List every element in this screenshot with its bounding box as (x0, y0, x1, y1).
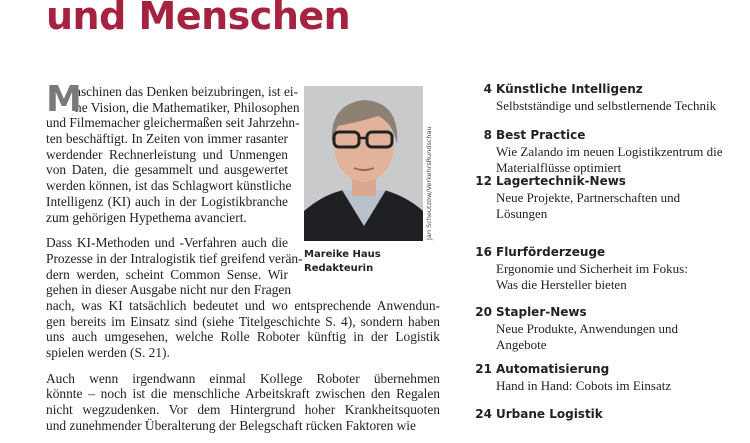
toc-page-number: 24 (475, 407, 492, 421)
toc-description (496, 378, 671, 394)
photo-credit: Jan Scheutzow/VerkehrsRundschau (425, 126, 433, 240)
text-line: Prozesse in der Intralogistik tief greifend verän- (46, 250, 303, 266)
text-line: von Daten, die gesammelt und ausgewertet (46, 162, 288, 178)
toc-description (496, 261, 688, 292)
text-line: könnte – noch ist die menschliche Arbeitskraft zwischen den Regalen (46, 386, 440, 402)
text-line: Dass KI-Methoden und -Verfahren auch die (46, 235, 288, 251)
toc-description-line: Was die Hersteller bieten (496, 276, 627, 292)
toc-description-line: Lösungen (496, 205, 548, 221)
author-photo (304, 86, 423, 241)
toc-description-line: Selbstständige und selbstlernende Technik (496, 98, 717, 113)
toc-title: Lagertechnik-News (496, 174, 626, 188)
text-line: nach, was KI tatsächlich bedeutet und wo entsprechende Anwendun- (46, 297, 440, 313)
toc-page-number: 12 (475, 174, 492, 188)
text-line: uns auch umgesehen, welche Rolle Roboter künftig in der Logistik (46, 329, 440, 345)
text-line: ne Vision, die Mathematiker, Philosophen (75, 99, 300, 115)
text-line: und zunehmender Überalterung der Belegschaft rücken Faktoren wie (46, 417, 416, 433)
author-caption (304, 248, 381, 276)
text-line: gehen in dieser Ausgabe nicht nur den Fragen (46, 282, 292, 298)
toc-description-line: Wie Zalando im neuen Logistikzentrum die (496, 144, 723, 159)
text-line: werden können, ist das Schlagwort künstliche (46, 178, 292, 194)
text-line: dern werden, scheint Common Sense. Wir (46, 266, 288, 282)
text-line: Intelligenz (KI) auch in der Logistikbranche (46, 193, 288, 209)
toc-page-number: 16 (475, 245, 492, 259)
text-line: werdender Rechnerleistung und Unmengen (46, 146, 288, 162)
portrait-image (304, 86, 423, 241)
author-role: Redakteurin (304, 263, 374, 274)
toc-description-line: Ergonomie und Sicherheit im Fokus: (496, 261, 688, 276)
author-name: Mareike Haus (304, 249, 381, 260)
toc-description-line: Neue Produkte, Anwendungen und (496, 321, 678, 336)
toc-description-line: Materialflüsse optimiert (496, 159, 622, 175)
text-line: spielen werden (S. 21). (46, 345, 170, 360)
toc-description-line: Hand in Hand: Cobots im Einsatz (496, 378, 672, 393)
toc-description-line: Angebote (496, 336, 547, 352)
text-line: nicht wegzudenken. Vor dem Hintergrund hoher Krankheitsquoten (46, 402, 440, 418)
toc-page-number: 21 (475, 362, 492, 376)
drop-cap: M (46, 79, 82, 120)
toc-page-number: 8 (483, 128, 492, 142)
text-line: und Filmemacher gleichermaßen seit Jahrzehn- (46, 115, 300, 131)
paragraph (46, 371, 440, 434)
headline: und Menschen (46, 0, 351, 38)
text-line: gen bereits im Einsatz sind (siehe Titelgeschichte S. 4), sondern haben (46, 313, 440, 329)
text-line: zum gehörigen Hypethema avanciert. (46, 209, 247, 225)
text-line: ten beschäftigt. In Zeiten von immer rasanter (46, 131, 288, 147)
toc-page-number: 4 (483, 82, 492, 96)
toc-description-line: Neue Projekte, Partnerschaften und (496, 190, 681, 205)
toc-description (496, 321, 678, 352)
toc-page-number: 20 (475, 305, 492, 319)
toc-description (496, 98, 716, 114)
toc-title: Automatisierung (496, 362, 610, 376)
toc-description (496, 190, 680, 221)
toc-title: Urbane Logistik (496, 407, 603, 421)
text-line: Auch wenn irgendwann einmal Kollege Roboter übernehmen (46, 370, 440, 386)
toc-description (496, 144, 723, 175)
toc-title: Stapler-News (496, 305, 587, 319)
toc-title: Künstliche Intelligenz (496, 82, 643, 96)
toc-title: Best Practice (496, 128, 586, 142)
text-line: aschinen das Denken beizubringen, ist ei- (75, 84, 299, 99)
toc-title: Flurförderzeuge (496, 245, 606, 259)
